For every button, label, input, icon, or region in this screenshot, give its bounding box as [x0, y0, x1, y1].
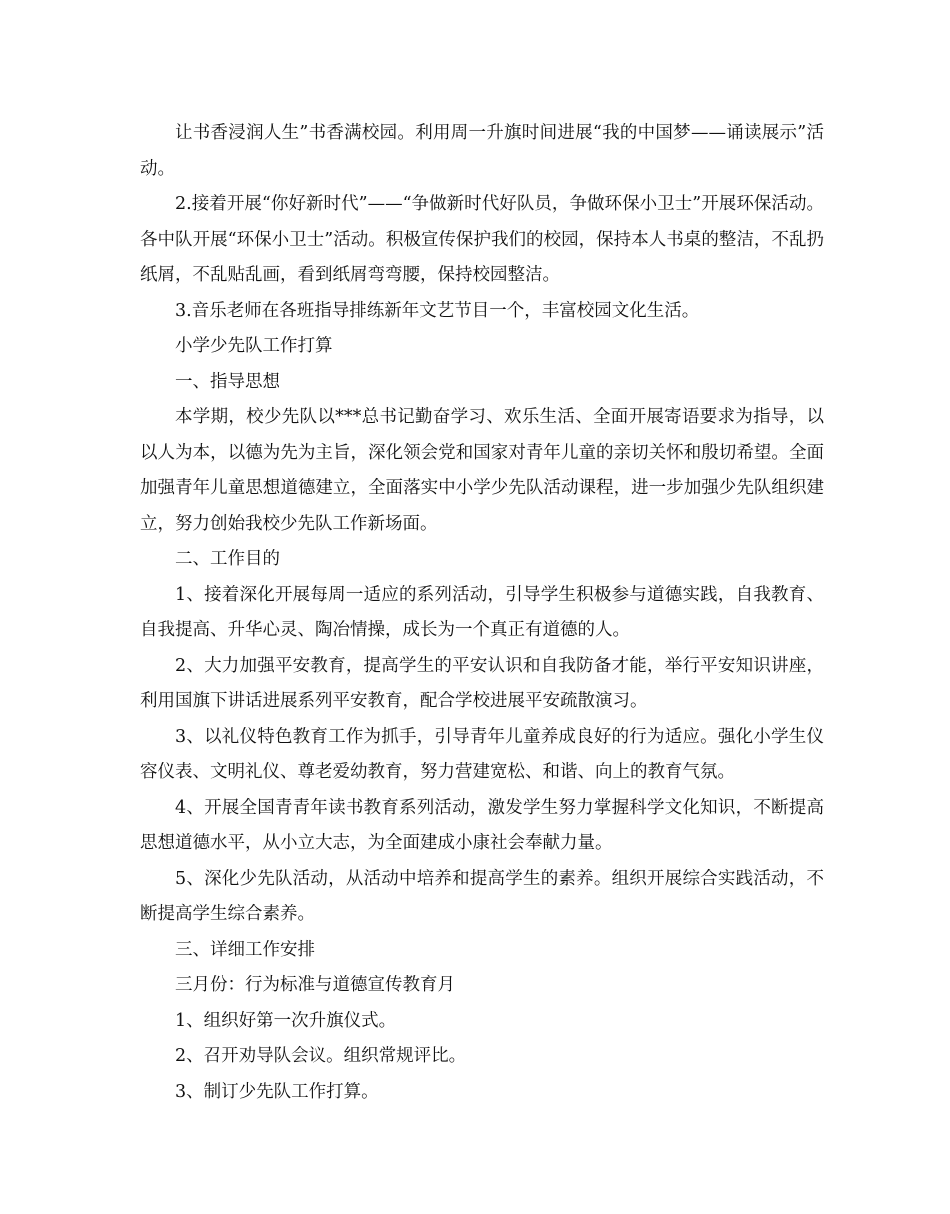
goal-item-5: 5、深化少先队活动，从活动中培养和提高学生的素养。组织开展综合实践活动，不断提高学生综合素养。 — [140, 868, 824, 924]
month-heading-march: 三月份：行为标准与道德宣传教育月 — [175, 975, 455, 995]
goal-item-3: 3、以礼仪特色教育工作为抓手，引导青年儿童养成良好的行为适应。强化小学生仪容仪表、文明礼仪、尊老爱幼教育，努力营建宽松、和谐、向上的教育气氛。 — [140, 726, 824, 782]
paragraph-guiding-thought: 本学期，校少先队以***总书记勤奋学习、欢乐生活、全面开展寄语要求为指导，以以人为本，以德为先为主旨，深化领会党和国家对青年儿童的亲切关怀和殷切希望。全面加强青年儿童思想道德建立，全面落实中小学少先队活动课程，进一步加强少先队组织建立，努力创始我校少先队工作新场面。 — [140, 407, 824, 534]
march-item-2: 2、召开劝导队会议。组织常规评比。 — [175, 1046, 467, 1066]
goal-item-2: 2、大力加强平安教育，提高学生的平安认识和自我防备才能，举行平安知识讲座，利用国旗下讲话进展系列平安教育，配合学校进展平安疏散演习。 — [140, 655, 824, 711]
section-heading-goals: 二、工作目的 — [175, 549, 280, 569]
section-heading-arrangement: 三、详细工作安排 — [175, 939, 315, 960]
section-heading-plan: 小学少先队工作打算 — [175, 336, 333, 356]
goal-item-4: 4、开展全国青青年读书教育系列活动，激发学生努力掌握科学文化知识，不断提高思想道德水平，从小立大志，为全面建成小康社会奉献力量。 — [140, 797, 824, 853]
section-heading-guiding-thought: 一、指导思想 — [175, 371, 280, 392]
march-item-3: 3、制订少先队工作打算。 — [175, 1081, 379, 1102]
goal-item-1: 1、接着深化开展每周一适应的系列活动，引导学生积极参与道德实践，自我教育、自我提高、升华心灵、陶冶情操，成长为一个真正有道德的人。 — [140, 584, 824, 640]
paragraph-2: 2.接着开展“你好新时代”——“争做新时代好队员，争做环保小卫士”开展环保活动。各中队开展“环保小卫士”活动。积极宣传保护我们的校园，保持本人书桌的整洁，不乱扔纸屑，不乱贴乱画，看到纸屑弯弯腰，保持校园整洁。 — [140, 194, 824, 285]
document-body — [140, 116, 824, 1110]
march-item-1: 1、组织好第一次升旗仪式。 — [175, 1010, 397, 1031]
paragraph-3: 3.音乐老师在各班指导排练新年文艺节目一个，丰富校园文化生活。 — [175, 300, 700, 321]
paragraph-1: 让书香浸润人生”书香满校园。利用周一升旗时间进展“我的中国梦——诵读展示”活动。 — [140, 123, 824, 179]
